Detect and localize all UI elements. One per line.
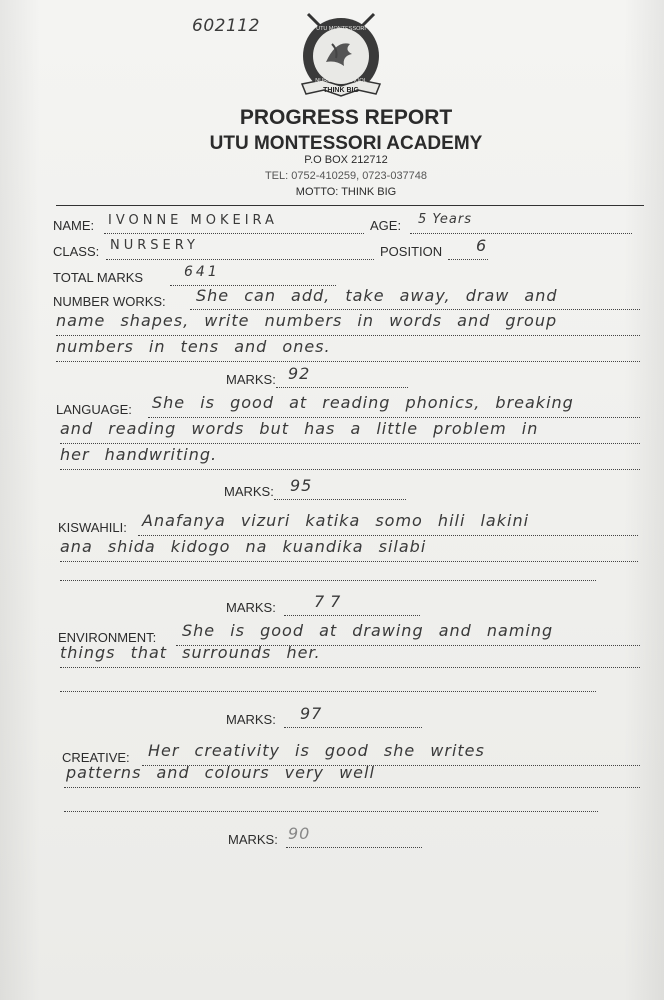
name-value: IVONNE MOKEIRA — [108, 213, 278, 228]
environment-text-2: things that surrounds her. — [60, 643, 321, 662]
logo-ribbon: THINK BIG — [323, 87, 359, 94]
kiswahili-text-1: Anafanya vizuri katika somo hili lakini — [142, 511, 530, 530]
number-works-label: NUMBER WORKS: — [53, 294, 166, 309]
kiswahili-line-1 — [138, 535, 638, 536]
position-line — [448, 259, 488, 260]
number-works-text-2: name shapes, write numbers in words and group — [56, 311, 558, 330]
language-text-3: her handwriting. — [60, 445, 218, 464]
name-label: NAME: — [53, 218, 95, 233]
total-marks-label: TOTAL MARKS — [53, 270, 144, 285]
number-works-marks-label: MARKS: — [226, 372, 276, 387]
logo-top-text: UTU MONTESSORI — [316, 26, 366, 32]
number-works-text-1: She can add, take away, draw and — [196, 286, 558, 305]
language-marks-line — [274, 499, 406, 500]
kiswahili-text-2: ana shida kidogo na kuandika silabi — [60, 537, 427, 556]
environment-marks-line — [284, 727, 422, 728]
name-line — [104, 233, 364, 234]
language-marks-value: 95 — [290, 476, 313, 495]
kiswahili-marks-value: 77 — [314, 592, 347, 611]
position-label: POSITION — [380, 244, 443, 259]
number-works-marks-value: 92 — [288, 364, 311, 383]
language-line-2 — [60, 443, 640, 444]
creative-line-2 — [64, 787, 640, 788]
environment-line-3 — [60, 691, 596, 692]
report-title: PROGRESS REPORT — [239, 106, 453, 129]
language-marks-label: MARKS: — [224, 484, 274, 499]
creative-text-1: Her creativity is good she writes — [148, 741, 485, 760]
creative-marks-value: 90 — [288, 824, 311, 843]
motto: MOTTO: THINK BIG — [295, 186, 397, 198]
logo-bottom-text: NURSERY SCHOOL — [315, 78, 367, 84]
number-works-marks-line — [276, 387, 408, 388]
total-marks-value: 641 — [184, 264, 220, 280]
number-works-line-2 — [56, 335, 640, 336]
age-value: 5 Years — [418, 212, 472, 227]
telephone: TEL: 0752-410259, 0723-037748 — [264, 170, 428, 182]
position-value: 6 — [476, 236, 488, 255]
kiswahili-line-2 — [60, 561, 638, 562]
po-box: P.O BOX 212712 — [304, 154, 388, 166]
creative-label: CREATIVE: — [62, 750, 130, 765]
language-text-1: She is good at reading phonics, breaking — [152, 393, 574, 412]
environment-line-2 — [60, 667, 640, 668]
language-line-3 — [60, 469, 640, 470]
class-value: NURSERY — [110, 238, 199, 253]
kiswahili-marks-line — [284, 615, 420, 616]
kiswahili-line-3 — [60, 580, 596, 581]
school-name: UTU MONTESSORI ACADEMY — [209, 133, 483, 154]
age-label: AGE: — [370, 218, 402, 233]
environment-marks-value: 97 — [300, 704, 323, 723]
creative-line-3 — [64, 811, 598, 812]
language-text-2: and reading words but has a little problem in — [60, 419, 539, 438]
number-works-line-1 — [190, 309, 640, 310]
class-label: CLASS: — [53, 244, 100, 259]
creative-marks-line — [286, 847, 422, 848]
kiswahili-marks-label: MARKS: — [226, 600, 276, 615]
age-line — [410, 233, 632, 234]
creative-text-2: patterns and colours very well — [66, 763, 375, 782]
environment-label: ENVIRONMENT: — [58, 630, 157, 645]
header-divider — [56, 205, 644, 206]
class-line — [106, 259, 374, 260]
language-label: LANGUAGE: — [56, 402, 132, 417]
reference-number: 602112 — [192, 16, 260, 36]
number-works-text-3: numbers in tens and ones. — [56, 337, 331, 356]
number-works-line-3 — [56, 361, 640, 362]
language-line-1 — [148, 417, 640, 418]
school-logo-icon — [292, 10, 390, 108]
environment-text-1: She is good at drawing and naming — [182, 621, 554, 640]
environment-marks-label: MARKS: — [226, 712, 276, 727]
creative-marks-label: MARKS: — [228, 832, 278, 847]
kiswahili-label: KISWAHILI: — [58, 520, 127, 535]
